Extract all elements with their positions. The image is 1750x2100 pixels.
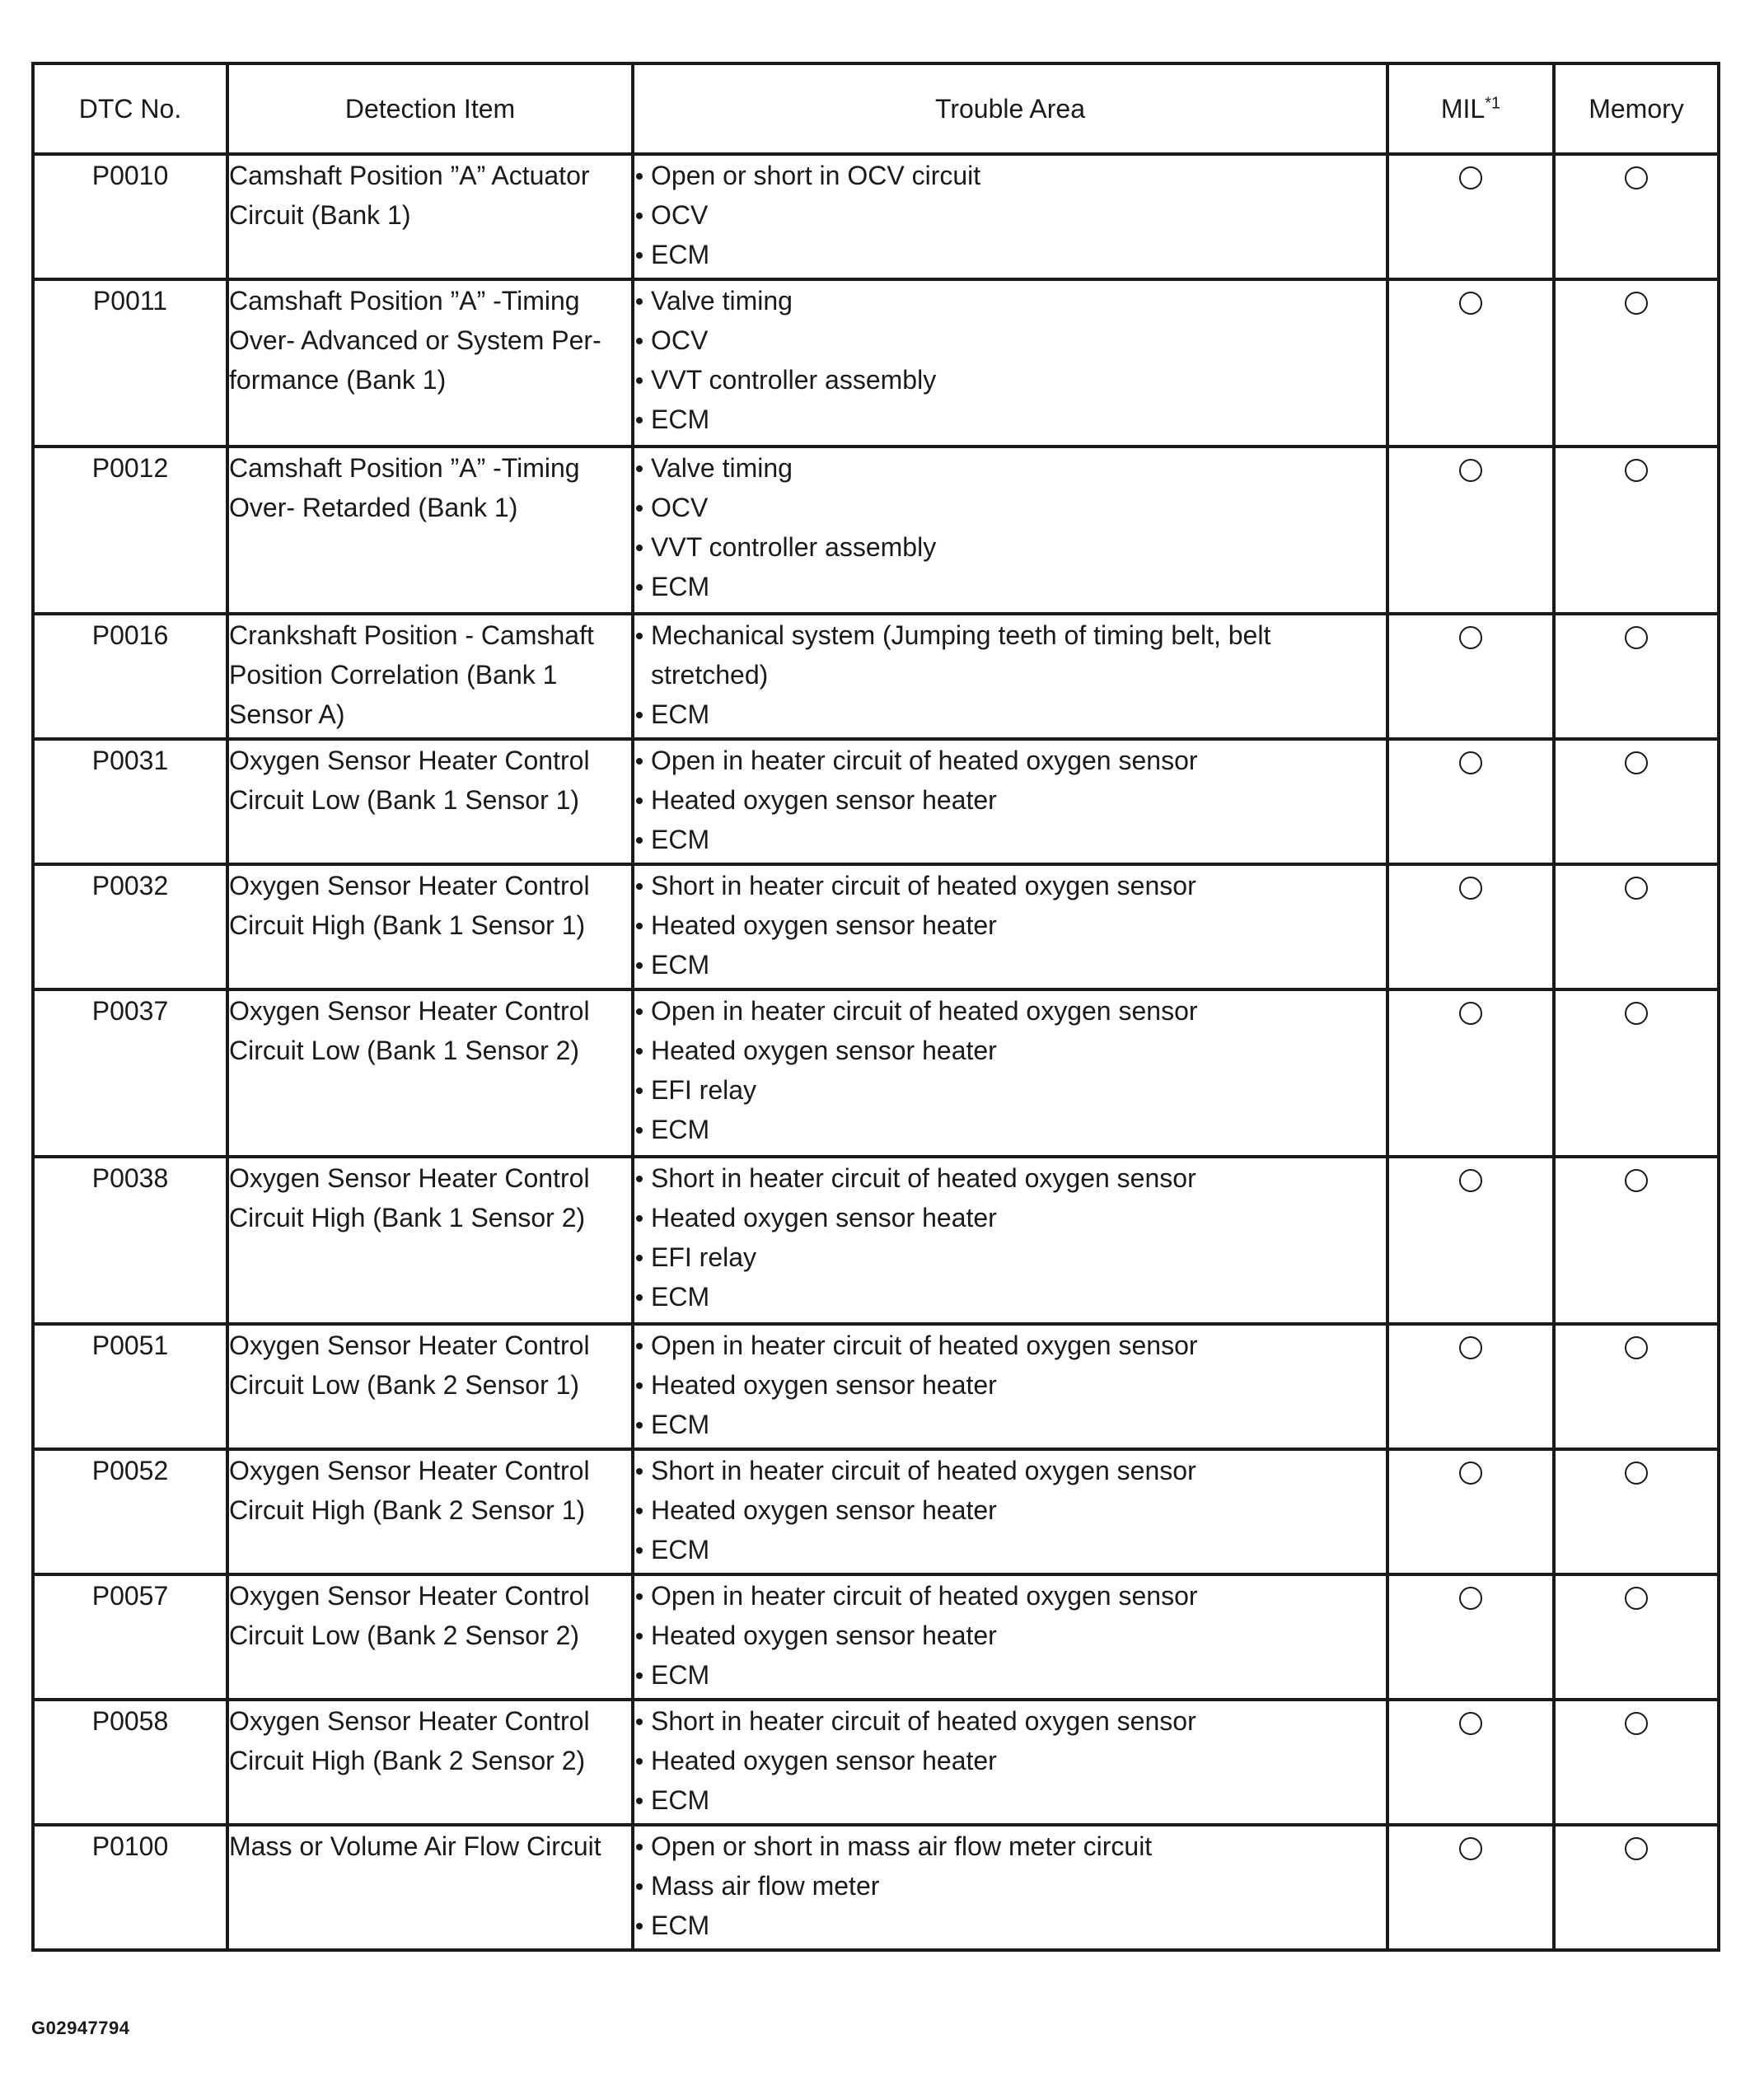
trouble-area-item: Heated oxygen sensor heater <box>634 1198 1386 1237</box>
detection-item-line: Mass or Volume Air Flow Circuit <box>229 1831 601 1861</box>
table-row <box>33 1574 1719 1700</box>
mil-circle-mark-icon <box>1459 166 1482 189</box>
trouble-area <box>633 989 1387 1157</box>
trouble-area-list <box>634 1451 1386 1569</box>
trouble-area-item: ECM <box>634 1655 1386 1695</box>
trouble-area <box>633 279 1387 447</box>
trouble-area-list <box>634 1576 1386 1695</box>
detection-item-line: Oxygen Sensor Heater Control <box>229 746 590 775</box>
dtc-code: P0012 <box>33 447 227 614</box>
mil-circle-mark-icon <box>1459 1587 1482 1610</box>
dtc-code: P0058 <box>33 1700 227 1825</box>
memory-circle-mark-icon <box>1625 1837 1648 1860</box>
memory-cell <box>1554 447 1719 614</box>
table-body <box>33 154 1719 1950</box>
trouble-area-item: Open in heater circuit of heated oxygen sensor <box>634 991 1386 1031</box>
detection-item <box>227 279 633 447</box>
detection-item <box>227 989 633 1157</box>
trouble-area-item: Heated oxygen sensor heater <box>634 1365 1386 1405</box>
mil-circle-mark-icon <box>1459 751 1482 774</box>
header-memory: Memory <box>1554 63 1719 154</box>
trouble-area-item: Short in heater circuit of heated oxygen sensor <box>634 1701 1386 1741</box>
trouble-area-item: OCV <box>634 195 1386 235</box>
dtc-code: P0037 <box>33 989 227 1157</box>
trouble-area-list <box>634 615 1386 734</box>
trouble-area-item: Short in heater circuit of heated oxygen sensor <box>634 1158 1386 1198</box>
dtc-table <box>31 62 1720 1952</box>
trouble-area-item: OCV <box>634 488 1386 527</box>
mil-cell <box>1387 1324 1554 1449</box>
detection-item-line: Oxygen Sensor Heater Control <box>229 1581 590 1611</box>
trouble-area <box>633 1700 1387 1825</box>
figure-id: G02947794 <box>31 2018 130 2038</box>
table-row <box>33 614 1719 739</box>
table-row <box>33 1449 1719 1574</box>
trouble-area-list <box>634 1826 1386 1945</box>
dtc-code: P0011 <box>33 279 227 447</box>
mil-circle-mark-icon <box>1459 459 1482 482</box>
mil-cell <box>1387 1700 1554 1825</box>
detection-item-line: Position Correlation (Bank 1 <box>229 660 558 690</box>
mil-circle-mark-icon <box>1459 292 1482 315</box>
dtc-code: P0057 <box>33 1574 227 1700</box>
detection-item-line: Circuit High (Bank 2 Sensor 1) <box>229 1495 586 1525</box>
trouble-area-item: Short in heater circuit of heated oxygen sensor <box>634 1451 1386 1490</box>
memory-cell <box>1554 1574 1719 1700</box>
memory-cell <box>1554 154 1719 279</box>
detection-item <box>227 1324 633 1449</box>
trouble-area-item: Mechanical system (Jumping teeth of timing belt, belt stretched) <box>634 615 1386 695</box>
trouble-area-item: Mass air flow meter <box>634 1866 1386 1906</box>
detection-item-line: Over- Retarded (Bank 1) <box>229 493 518 522</box>
mil-circle-mark-icon <box>1459 626 1482 649</box>
trouble-area <box>633 1157 1387 1324</box>
memory-cell <box>1554 1157 1719 1324</box>
mil-circle-mark-icon <box>1459 1336 1482 1359</box>
memory-cell <box>1554 864 1719 989</box>
memory-circle-mark-icon <box>1625 1587 1648 1610</box>
trouble-area-item: ECM <box>634 1530 1386 1569</box>
trouble-area-item: Heated oxygen sensor heater <box>634 1031 1386 1070</box>
trouble-area-item: ECM <box>634 400 1386 439</box>
table-row <box>33 1700 1719 1825</box>
trouble-area-list <box>634 1158 1386 1317</box>
detection-item-line: Circuit High (Bank 1 Sensor 2) <box>229 1203 586 1232</box>
dtc-code: P0038 <box>33 1157 227 1324</box>
detection-item-line: Oxygen Sensor Heater Control <box>229 871 590 900</box>
trouble-area <box>633 1825 1387 1950</box>
trouble-area <box>633 739 1387 864</box>
trouble-area-item: Short in heater circuit of heated oxygen sensor <box>634 866 1386 905</box>
trouble-area-item: Open in heater circuit of heated oxygen sensor <box>634 741 1386 780</box>
detection-item-line: formance (Bank 1) <box>229 365 447 395</box>
trouble-area-item: Heated oxygen sensor heater <box>634 1490 1386 1530</box>
trouble-area-item: ECM <box>634 945 1386 985</box>
mil-cell <box>1387 447 1554 614</box>
trouble-area-item: Heated oxygen sensor heater <box>634 780 1386 820</box>
trouble-area-item: ECM <box>634 1110 1386 1149</box>
trouble-area-item: ECM <box>634 1906 1386 1945</box>
detection-item <box>227 447 633 614</box>
trouble-area-item: VVT controller assembly <box>634 360 1386 400</box>
trouble-area <box>633 154 1387 279</box>
header-dtc-no: DTC No. <box>33 63 227 154</box>
memory-cell <box>1554 279 1719 447</box>
detection-item-line: Camshaft Position ”A” Actuator <box>229 161 590 190</box>
detection-item-line: Circuit Low (Bank 2 Sensor 2) <box>229 1621 580 1650</box>
detection-item-line: Oxygen Sensor Heater Control <box>229 996 590 1026</box>
detection-item-line: Circuit High (Bank 2 Sensor 2) <box>229 1746 586 1775</box>
memory-circle-mark-icon <box>1625 1336 1648 1359</box>
dtc-code: P0032 <box>33 864 227 989</box>
trouble-area-list <box>634 281 1386 439</box>
trouble-area <box>633 864 1387 989</box>
memory-circle-mark-icon <box>1625 751 1648 774</box>
table-row <box>33 154 1719 279</box>
mil-circle-mark-icon <box>1459 1462 1482 1485</box>
detection-item-line: Circuit Low (Bank 1 Sensor 2) <box>229 1036 580 1065</box>
trouble-area-item: Open in heater circuit of heated oxygen sensor <box>634 1576 1386 1616</box>
dtc-code: P0051 <box>33 1324 227 1449</box>
trouble-area-item: ECM <box>634 695 1386 734</box>
trouble-area-list <box>634 448 1386 606</box>
memory-cell <box>1554 1449 1719 1574</box>
mil-circle-mark-icon <box>1459 1712 1482 1735</box>
mil-cell <box>1387 154 1554 279</box>
table-header-row <box>33 63 1719 154</box>
trouble-area <box>633 1324 1387 1449</box>
header-mil-label: MIL <box>1440 94 1486 124</box>
mil-cell <box>1387 1825 1554 1950</box>
dtc-code: P0100 <box>33 1825 227 1950</box>
table-row <box>33 739 1719 864</box>
memory-circle-mark-icon <box>1625 877 1648 900</box>
memory-circle-mark-icon <box>1625 1462 1648 1485</box>
detection-item-line: Oxygen Sensor Heater Control <box>229 1163 590 1193</box>
memory-circle-mark-icon <box>1625 1169 1648 1192</box>
trouble-area-item: ECM <box>634 1277 1386 1317</box>
memory-circle-mark-icon <box>1625 166 1648 189</box>
detection-item <box>227 864 633 989</box>
table-row <box>33 864 1719 989</box>
detection-item-line: Over- Advanced or System Per- <box>229 325 601 355</box>
detection-item <box>227 1157 633 1324</box>
mil-cell <box>1387 614 1554 739</box>
trouble-area-list <box>634 1326 1386 1444</box>
header-mil-footnote: *1 <box>1485 94 1501 113</box>
detection-item-line: Camshaft Position ”A” -Timing <box>229 453 580 483</box>
trouble-area-list <box>634 866 1386 985</box>
header-detection-item: Detection Item <box>227 63 633 154</box>
detection-item <box>227 1574 633 1700</box>
mil-cell <box>1387 1574 1554 1700</box>
mil-cell <box>1387 864 1554 989</box>
trouble-area-item: EFI relay <box>634 1070 1386 1110</box>
mil-cell <box>1387 989 1554 1157</box>
detection-item-line: Circuit Low (Bank 2 Sensor 1) <box>229 1370 580 1400</box>
trouble-area-item: Heated oxygen sensor heater <box>634 1741 1386 1780</box>
detection-item-line: Circuit Low (Bank 1 Sensor 1) <box>229 785 580 815</box>
trouble-area-item: VVT controller assembly <box>634 527 1386 567</box>
table-row <box>33 1825 1719 1950</box>
table-row <box>33 447 1719 614</box>
dtc-code: P0052 <box>33 1449 227 1574</box>
dtc-code: P0016 <box>33 614 227 739</box>
trouble-area <box>633 1449 1387 1574</box>
memory-cell <box>1554 1825 1719 1950</box>
dtc-code: P0031 <box>33 739 227 864</box>
detection-item <box>227 739 633 864</box>
detection-item-line: Oxygen Sensor Heater Control <box>229 1331 590 1360</box>
detection-item <box>227 1700 633 1825</box>
detection-item <box>227 614 633 739</box>
detection-item-line: Circuit (Bank 1) <box>229 200 411 230</box>
mil-circle-mark-icon <box>1459 1002 1482 1025</box>
dtc-code: P0010 <box>33 154 227 279</box>
mil-circle-mark-icon <box>1459 1169 1482 1192</box>
memory-cell <box>1554 1700 1719 1825</box>
trouble-area <box>633 447 1387 614</box>
table-row <box>33 1157 1719 1324</box>
memory-cell <box>1554 1324 1719 1449</box>
trouble-area-item: OCV <box>634 320 1386 360</box>
table-row <box>33 1324 1719 1449</box>
trouble-area <box>633 1574 1387 1700</box>
detection-item <box>227 1825 633 1950</box>
trouble-area-item: Heated oxygen sensor heater <box>634 1616 1386 1655</box>
trouble-area-list <box>634 156 1386 274</box>
memory-circle-mark-icon <box>1625 459 1648 482</box>
trouble-area-item: Heated oxygen sensor heater <box>634 905 1386 945</box>
trouble-area-item: EFI relay <box>634 1237 1386 1277</box>
mil-cell <box>1387 1449 1554 1574</box>
trouble-area-item: ECM <box>634 567 1386 606</box>
table-row <box>33 279 1719 447</box>
trouble-area-list <box>634 991 1386 1149</box>
trouble-area-item: ECM <box>634 820 1386 859</box>
mil-cell <box>1387 739 1554 864</box>
table-row <box>33 989 1719 1157</box>
detection-item-line: Crankshaft Position - Camshaft <box>229 620 594 650</box>
trouble-area-item: Open or short in OCV circuit <box>634 156 1386 195</box>
trouble-area <box>633 614 1387 739</box>
trouble-area-item: ECM <box>634 1780 1386 1820</box>
header-mil <box>1387 63 1554 154</box>
trouble-area-item: Open in heater circuit of heated oxygen sensor <box>634 1326 1386 1365</box>
mil-cell <box>1387 1157 1554 1324</box>
detection-item-line: Camshaft Position ”A” -Timing <box>229 286 580 316</box>
trouble-area-item: ECM <box>634 1405 1386 1444</box>
mil-cell <box>1387 279 1554 447</box>
detection-item <box>227 154 633 279</box>
trouble-area-item: Valve timing <box>634 448 1386 488</box>
memory-circle-mark-icon <box>1625 1712 1648 1735</box>
detection-item-line: Circuit High (Bank 1 Sensor 1) <box>229 910 586 940</box>
trouble-area-list <box>634 741 1386 859</box>
mil-circle-mark-icon <box>1459 877 1482 900</box>
trouble-area-item: Valve timing <box>634 281 1386 320</box>
memory-cell <box>1554 739 1719 864</box>
trouble-area-list <box>634 1701 1386 1820</box>
memory-circle-mark-icon <box>1625 1002 1648 1025</box>
detection-item-line: Oxygen Sensor Heater Control <box>229 1706 590 1736</box>
memory-cell <box>1554 614 1719 739</box>
memory-cell <box>1554 989 1719 1157</box>
mil-circle-mark-icon <box>1459 1837 1482 1860</box>
memory-circle-mark-icon <box>1625 626 1648 649</box>
trouble-area-item: ECM <box>634 235 1386 274</box>
detection-item-line: Sensor A) <box>229 699 345 729</box>
memory-circle-mark-icon <box>1625 292 1648 315</box>
detection-item-line: Oxygen Sensor Heater Control <box>229 1456 590 1485</box>
trouble-area-item: Open or short in mass air flow meter circuit <box>634 1826 1386 1866</box>
detection-item <box>227 1449 633 1574</box>
header-trouble-area: Trouble Area <box>633 63 1387 154</box>
